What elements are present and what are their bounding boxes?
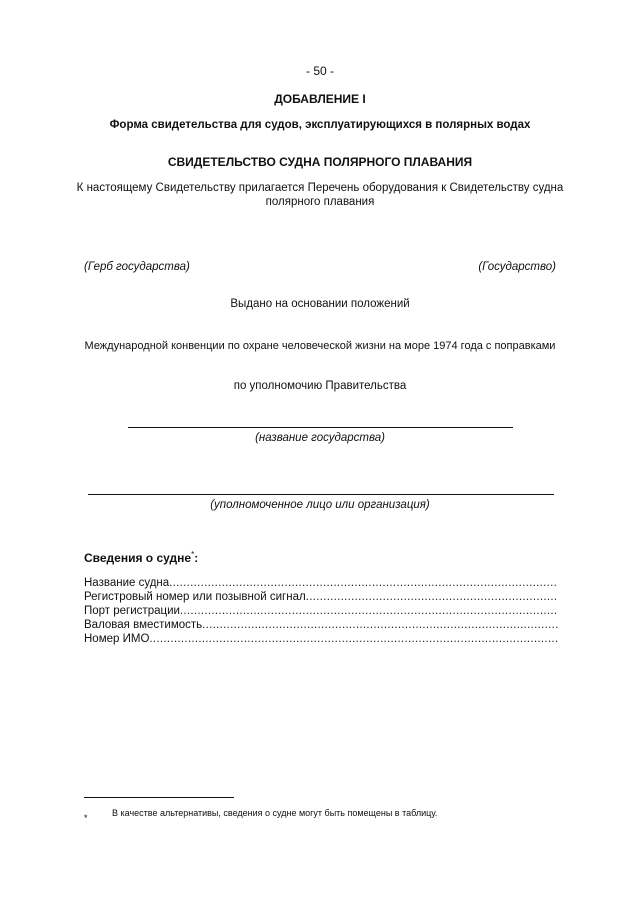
ship-info-heading-text: Сведения о судне bbox=[84, 551, 192, 565]
field-label: Название судна bbox=[84, 577, 170, 589]
convention-name: Международной конвенции по охране человеческой жизни на море 1974 года с поправками bbox=[84, 340, 556, 352]
field-dotted-line bbox=[306, 591, 558, 603]
field-label: Порт регистрации bbox=[84, 605, 180, 617]
certificate-title: СВИДЕТЕЛЬСТВО СУДНА ПОЛЯРНОГО ПЛАВАНИЯ bbox=[167, 155, 473, 169]
field-registry-number bbox=[84, 589, 558, 603]
field-port-of-registry bbox=[84, 603, 558, 617]
field-dotted-line bbox=[169, 577, 558, 589]
footnote-marker: * bbox=[84, 813, 88, 823]
authorized-caption: (уполномоченное лицо или организация) bbox=[210, 499, 430, 511]
state-name-caption: (название государства) bbox=[255, 432, 385, 444]
coat-of-arms-placeholder: (Герб государства) bbox=[84, 261, 190, 273]
state-placeholder: (Государство) bbox=[478, 261, 556, 273]
field-imo-number bbox=[84, 631, 558, 645]
page-number: - 50 - bbox=[305, 64, 334, 78]
field-gross-tonnage bbox=[84, 617, 558, 631]
field-dotted-line bbox=[202, 619, 558, 631]
field-label: Регистровый номер или позывной сигнал bbox=[84, 591, 306, 603]
ship-info-fields bbox=[84, 575, 558, 645]
footnote-separator bbox=[84, 797, 234, 798]
field-dotted-line bbox=[180, 605, 558, 617]
form-subheading: Форма свидетельства для судов, эксплуатирующихся в полярных водах bbox=[109, 119, 531, 131]
ship-info-footnote-marker: * bbox=[191, 550, 195, 559]
issued-basis: Выдано на основании положений bbox=[230, 298, 410, 310]
intro-text: К настоящему Свидетельству прилагается Перечень оборудования к Свидетельству судна полярного плавания bbox=[76, 182, 564, 208]
footnote-text: В качестве альтернативы, сведения о судне могут быть помещены в таблицу. bbox=[112, 808, 438, 818]
field-label: Валовая вместимость bbox=[84, 619, 203, 631]
field-ship-name bbox=[84, 575, 558, 589]
field-dotted-line bbox=[149, 633, 558, 645]
ship-info-heading: Сведения о судне*: bbox=[84, 550, 199, 565]
appendix-heading: ДОБАВЛЕНИЕ I bbox=[274, 92, 366, 106]
state-name-line bbox=[128, 427, 513, 428]
authority-line: по уполномочию Правительства bbox=[233, 380, 407, 392]
authorized-line bbox=[88, 494, 554, 495]
field-label: Номер ИМО bbox=[84, 633, 150, 645]
